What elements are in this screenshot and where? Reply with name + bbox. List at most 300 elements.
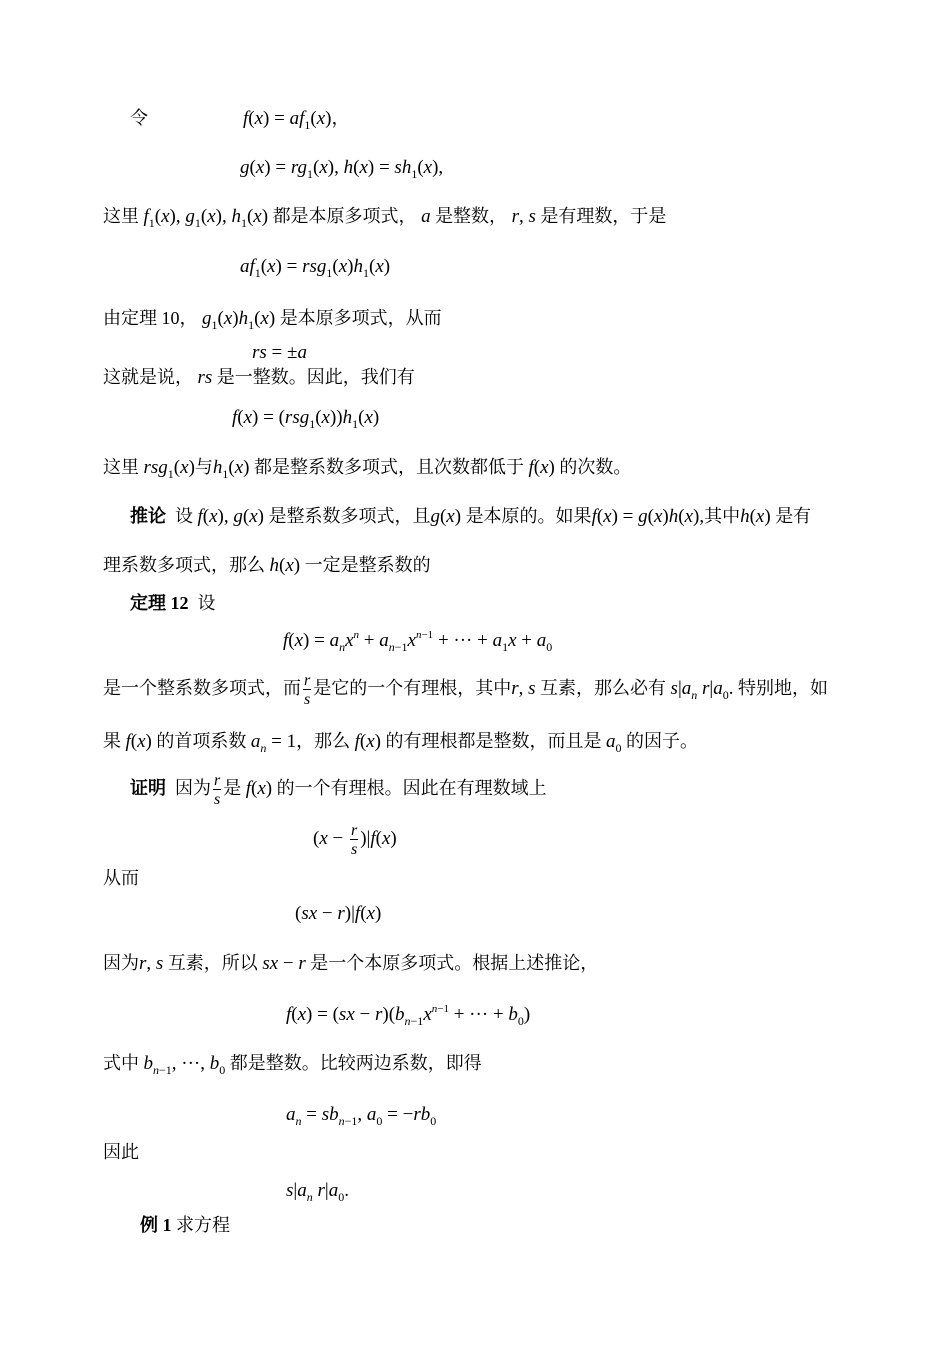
math-symbol: x: [297, 1004, 307, 1025]
math-operator: = −: [382, 1104, 414, 1125]
math-symbol: r: [298, 953, 306, 974]
math-operator: ): [454, 506, 462, 527]
superscript: −1: [437, 1003, 449, 1015]
math-operator: ) =: [264, 157, 291, 178]
math-operator: (: [417, 157, 424, 178]
math-symbol: sx: [301, 903, 318, 924]
subscript: 1: [326, 266, 333, 280]
math-operator: ,: [357, 1104, 367, 1125]
fraction-denominator: s: [304, 691, 311, 708]
subscript: −1: [159, 1063, 172, 1077]
math-operator: ): [325, 108, 332, 129]
subscript: n: [388, 640, 395, 654]
math-operator: ) =: [367, 157, 395, 178]
fraction: [213, 773, 221, 807]
math-operator: (: [288, 630, 295, 651]
math-operator: .: [728, 678, 734, 700]
math-operator: ),: [432, 157, 444, 178]
example-1-heading: [140, 1212, 230, 1238]
math-operator: (: [130, 731, 138, 752]
math-symbol: x: [285, 555, 294, 576]
math-symbol: rs: [252, 342, 267, 363]
subscript: 1: [167, 467, 174, 481]
subscript: n: [153, 1063, 159, 1077]
math-operator: (: [313, 828, 320, 850]
math-symbol: g: [638, 506, 648, 527]
math-operator: .: [344, 1180, 349, 1201]
subscript: n: [404, 1014, 411, 1028]
math-operator: (: [332, 256, 339, 277]
math-symbol: h: [343, 157, 354, 178]
math-operator: ) = (: [252, 407, 285, 428]
math-symbol: r: [374, 1004, 383, 1025]
paragraph-line: [103, 865, 139, 891]
math-symbol: x: [684, 506, 694, 527]
math-operator: (: [202, 506, 210, 527]
math-symbol: a: [286, 1104, 296, 1125]
subscript: 1: [307, 167, 314, 181]
subscript: 1: [362, 266, 369, 280]
paragraph-line: [103, 305, 442, 333]
subscript: 1: [502, 640, 509, 654]
subscript: 1: [240, 216, 247, 230]
formula-divides-1: [313, 823, 397, 857]
math-symbol: s: [670, 678, 678, 700]
bold-label: 推论: [130, 506, 166, 526]
math-operator: (: [353, 157, 360, 178]
math-symbol: x: [223, 308, 233, 329]
math-symbol: b: [508, 1004, 518, 1025]
math-symbol: a: [328, 1180, 339, 1201]
math-symbol: h: [342, 407, 353, 428]
paragraph-line: [103, 1139, 139, 1165]
math-symbol: x: [255, 157, 265, 178]
math-operator: (: [279, 555, 286, 576]
math-symbol: g: [233, 506, 243, 527]
subscript: 0: [376, 1114, 383, 1128]
math-symbol: rb: [413, 1104, 431, 1125]
subscript: 0: [219, 1063, 226, 1077]
text-run: 都是整系数多项式，且次数都低于: [249, 457, 529, 477]
subscript: 1: [304, 118, 311, 132]
math-symbol: x: [180, 457, 189, 478]
text-run: 是有理数，于是: [535, 206, 667, 226]
math-operator: (: [647, 506, 654, 527]
subscript: 1: [254, 266, 261, 280]
math-symbol: r: [312, 1180, 325, 1201]
bold-label: 定理 12: [130, 593, 189, 613]
formula-coefficients: [286, 1101, 436, 1129]
math-symbol: f: [354, 731, 360, 752]
math-symbol: rsg: [143, 457, 168, 478]
text-run: 令: [130, 108, 148, 128]
math-operator: ) =: [611, 506, 639, 527]
math-symbol: f: [286, 1004, 292, 1025]
math-operator: ) =: [275, 256, 303, 277]
let-word: [130, 105, 148, 131]
math-symbol: h: [238, 308, 249, 329]
math-symbol: x: [755, 506, 765, 527]
math-symbol: x: [653, 506, 663, 527]
math-operator: )|: [344, 903, 355, 924]
subscript: 1: [211, 318, 218, 332]
math-symbol: h: [212, 457, 223, 478]
fraction: [350, 823, 358, 857]
text-run: 都是本原多项式，: [268, 206, 422, 226]
math-symbol: x: [375, 256, 384, 277]
math-symbol: f: [354, 903, 361, 924]
math-operator: (: [678, 506, 685, 527]
math-operator: (: [248, 108, 255, 129]
subscript: 1: [222, 467, 229, 481]
formula-polynomial: [283, 627, 552, 656]
math-symbol: g: [185, 206, 195, 227]
math-symbol: f: [591, 506, 597, 527]
subscript: 0: [430, 1114, 437, 1128]
proof-line: [130, 773, 547, 807]
math-symbol: h: [269, 555, 279, 576]
paragraph-line: [103, 673, 828, 707]
fraction-numerator: r: [350, 822, 358, 839]
math-symbol: x: [321, 407, 330, 428]
text-run: 设: [188, 593, 216, 613]
math-symbol: s: [528, 678, 536, 700]
math-symbol: f: [125, 731, 131, 752]
math-operator: (: [439, 506, 447, 527]
paragraph-line: [103, 552, 431, 579]
math-operator: (: [242, 506, 250, 527]
formula-factor-expansion: [286, 1001, 530, 1030]
math-symbol: x: [603, 506, 612, 527]
math-symbol: x: [319, 157, 328, 178]
math-operator: ),: [217, 506, 234, 527]
math-operator: (: [368, 256, 376, 277]
math-operator: (: [358, 407, 365, 428]
formula-g-h-definition: [240, 154, 443, 182]
subscript: 0: [615, 741, 622, 755]
math-operator: (: [375, 828, 382, 850]
math-symbol: x: [345, 630, 354, 651]
math-symbol: r: [697, 678, 710, 700]
math-operator: = 1: [266, 731, 297, 752]
math-symbol: x: [257, 778, 266, 800]
formula-rs: [252, 339, 307, 366]
text-run: 是本原的。如果: [461, 506, 592, 526]
subscript: 1: [148, 216, 155, 230]
math-symbol: f: [283, 630, 289, 651]
formula-f-definition: [243, 105, 349, 133]
math-operator: ),: [327, 157, 344, 178]
subscript: 0: [546, 640, 553, 654]
subscript: n: [306, 1190, 313, 1204]
math-symbol: x: [338, 256, 348, 277]
math-symbol: x: [209, 506, 218, 527]
math-symbol: sh: [394, 157, 412, 178]
subscript: n: [295, 1114, 302, 1128]
math-symbol: x: [294, 630, 304, 651]
subscript: −1: [410, 1014, 424, 1028]
math-operator: (: [313, 157, 320, 178]
subscript: n: [338, 1114, 345, 1128]
math-symbol: f: [245, 778, 252, 800]
math-operator: ),: [693, 506, 705, 527]
math-operator: ): [268, 308, 276, 329]
math-operator: (: [359, 731, 367, 752]
text-run: 是本原多项式，从而: [275, 308, 442, 328]
subscript: n: [691, 688, 698, 703]
math-symbol: x: [423, 1004, 432, 1025]
text-run: 与: [194, 457, 213, 477]
formula-product: [240, 253, 390, 281]
text-run: 特别地，如: [733, 678, 828, 699]
math-symbol: x: [359, 157, 368, 178]
math-operator: + ··· +: [448, 1004, 509, 1025]
math-operator: )|: [360, 828, 371, 850]
math-symbol: sx: [262, 953, 279, 974]
math-symbol: s: [286, 1180, 294, 1201]
math-operator: −: [327, 828, 348, 850]
math-operator: |: [324, 1180, 329, 1201]
math-operator: ),: [215, 206, 232, 227]
math-symbol: rs: [197, 367, 213, 388]
text-run: 互素，那么必有: [535, 678, 671, 699]
math-symbol: x: [249, 506, 258, 527]
math-operator: (: [749, 506, 756, 527]
math-symbol: x: [234, 457, 244, 478]
text-run: 的一个有理根。因此在有理数域上: [272, 778, 547, 799]
math-symbol: x: [137, 731, 146, 752]
math-operator: ): [662, 506, 669, 527]
math-symbol: f: [197, 506, 203, 527]
math-operator: ): [548, 457, 555, 478]
math-operator: ) = (: [306, 1004, 339, 1025]
math-operator: ): [257, 506, 264, 527]
math-symbol: a: [379, 630, 389, 651]
text-run: 都是整数。比较两边系数，即得: [225, 1053, 482, 1073]
math-symbol: h: [740, 506, 750, 527]
math-symbol: a: [713, 678, 723, 700]
text-run: 是整数，: [430, 206, 512, 226]
math-operator: ,: [518, 678, 529, 700]
paragraph-line: [103, 454, 631, 482]
math-operator: ): [523, 1004, 531, 1025]
math-symbol: rg: [290, 157, 308, 178]
math-operator: (: [295, 903, 302, 924]
math-symbol: x: [364, 407, 373, 428]
text-run: 因为: [103, 953, 139, 973]
math-symbol: f: [232, 407, 238, 428]
formula-divides-2: [295, 900, 381, 927]
text-run: 果: [103, 731, 126, 751]
corollary-line: [130, 503, 811, 530]
math-symbol: rsg: [302, 256, 327, 277]
math-symbol: g: [202, 308, 212, 329]
text-run: 是一个整系数多项式，而: [103, 678, 301, 699]
math-operator: (: [251, 778, 258, 800]
text-run: 这里: [103, 206, 144, 226]
math-operator: )): [329, 407, 343, 428]
math-operator: (: [173, 457, 181, 478]
math-symbol: x: [381, 828, 391, 850]
text-run: 的有理根都是整数，而且是: [380, 731, 606, 751]
bold-label: 证明: [130, 778, 166, 799]
math-operator: ): [374, 903, 382, 924]
math-symbol: x: [253, 206, 262, 227]
math-operator: (: [254, 308, 261, 329]
formula-conclusion: [286, 1177, 349, 1205]
math-symbol: x: [423, 157, 433, 178]
text-run: 由定理 10，: [103, 308, 202, 328]
text-run: 是一个本原多项式。根据上述推论，: [305, 953, 599, 973]
math-operator: ): [374, 731, 381, 752]
subscript: 1: [194, 216, 201, 230]
paragraph-line: [103, 364, 415, 391]
text-run: 式中: [103, 1053, 144, 1073]
math-operator: ): [390, 828, 397, 850]
text-run: 这里: [103, 457, 144, 477]
math-operator: , ···,: [171, 1053, 210, 1074]
math-symbol: h: [231, 206, 241, 227]
math-symbol: a: [605, 731, 616, 752]
subscript: 1: [309, 417, 316, 431]
math-symbol: x: [161, 206, 170, 227]
math-symbol: rsg: [284, 407, 310, 428]
superscript: −1: [421, 629, 434, 641]
text-run: 理系数多项式，那么: [103, 555, 270, 575]
math-operator: +: [516, 630, 537, 651]
math-operator: −: [317, 903, 338, 924]
math-operator: (: [246, 206, 254, 227]
text-run: 从而: [103, 868, 139, 888]
math-operator: −: [354, 1004, 375, 1025]
math-operator: (: [237, 407, 244, 428]
math-operator: ): [261, 206, 269, 227]
math-symbol: x: [446, 506, 455, 527]
subscript: −1: [394, 640, 408, 654]
paragraph-line: [103, 950, 598, 977]
math-operator: ,: [146, 953, 156, 974]
math-symbol: r: [139, 953, 147, 974]
math-symbol: af: [240, 256, 255, 277]
math-operator: ): [265, 778, 273, 800]
math-symbol: x: [407, 630, 416, 651]
math-symbol: a: [329, 630, 340, 651]
subscript: 1: [248, 318, 255, 332]
subscript: −1: [344, 1114, 358, 1128]
text-run: 是整系数多项式，且: [263, 506, 431, 526]
math-operator: ,: [518, 206, 529, 227]
math-operator: +: [359, 630, 380, 651]
math-symbol: g: [430, 506, 440, 527]
subscript: 1: [352, 417, 359, 431]
fraction-numerator: r: [304, 672, 311, 689]
text-run: 其中: [704, 506, 741, 526]
math-symbol: sx: [338, 1004, 355, 1025]
math-operator: −: [278, 953, 299, 974]
math-operator: |: [293, 1180, 298, 1201]
math-symbol: f: [143, 206, 149, 227]
fraction-numerator: r: [214, 772, 221, 789]
math-operator: ): [188, 457, 195, 478]
subscript: 0: [722, 688, 729, 703]
math-symbol: af: [289, 108, 305, 129]
fraction-denominator: s: [214, 791, 221, 808]
math-symbol: r: [511, 206, 519, 227]
text-run: 的首项系数: [151, 731, 251, 751]
math-operator: (: [310, 108, 317, 129]
math-symbol: f: [528, 457, 534, 478]
paragraph-line: [103, 1050, 482, 1078]
text-run: 是一整数。因此，我们有: [212, 367, 415, 387]
math-operator: (: [217, 308, 224, 329]
superscript: n: [431, 1003, 438, 1015]
math-operator: ): [293, 555, 301, 576]
text-run: 一定是整系数的: [300, 555, 431, 575]
math-symbol: x: [254, 108, 264, 129]
math-symbol: b: [395, 1004, 405, 1025]
math-symbol: x: [508, 630, 517, 651]
math-operator: (: [315, 407, 322, 428]
math-operator: ): [372, 407, 380, 428]
math-symbol: g: [240, 157, 250, 178]
math-operator: ): [383, 256, 391, 277]
math-operator: + ··· +: [433, 630, 493, 651]
math-operator: ): [145, 731, 152, 752]
math-symbol: b: [209, 1053, 220, 1074]
text-run: 的次数。: [554, 457, 632, 477]
text-run: ，: [331, 108, 350, 128]
math-symbol: a: [536, 630, 547, 651]
math-symbol: x: [316, 108, 326, 129]
math-symbol: x: [366, 731, 375, 752]
text-run: 是: [223, 778, 246, 799]
text-run: 求方程: [171, 1215, 230, 1235]
theorem-12-heading: [130, 590, 216, 616]
math-symbol: s: [528, 206, 536, 227]
math-operator: (: [291, 1004, 298, 1025]
math-operator: =: [301, 1104, 322, 1125]
subscript: 1: [411, 167, 418, 181]
math-symbol: sb: [321, 1104, 339, 1125]
math-symbol: a: [250, 731, 261, 752]
math-symbol: r: [511, 678, 519, 700]
math-operator: (: [596, 506, 604, 527]
math-symbol: x: [267, 256, 276, 277]
math-operator: ) =: [263, 108, 290, 129]
text-run: ，那么: [296, 731, 355, 751]
math-symbol: a: [492, 630, 503, 651]
math-symbol: h: [353, 256, 363, 277]
math-symbol: x: [207, 206, 216, 227]
math-symbol: a: [297, 1180, 307, 1201]
subscript: 0: [338, 1190, 345, 1204]
text-run: 是有: [770, 506, 812, 526]
text-run: 设: [166, 506, 198, 526]
math-operator: ): [232, 308, 239, 329]
math-operator: ): [243, 457, 250, 478]
fraction: [303, 673, 311, 707]
text-run: 是它的一个有理根，其中: [313, 678, 512, 699]
bold-label: 例 1: [140, 1215, 172, 1235]
subscript: n: [260, 741, 267, 755]
subscript: n: [339, 640, 346, 654]
math-operator: = ±: [266, 342, 298, 363]
math-symbol: s: [155, 953, 164, 974]
math-symbol: x: [260, 308, 269, 329]
math-symbol: a: [421, 206, 431, 227]
text-run: 的因子。: [621, 731, 698, 751]
math-symbol: f: [243, 108, 249, 129]
